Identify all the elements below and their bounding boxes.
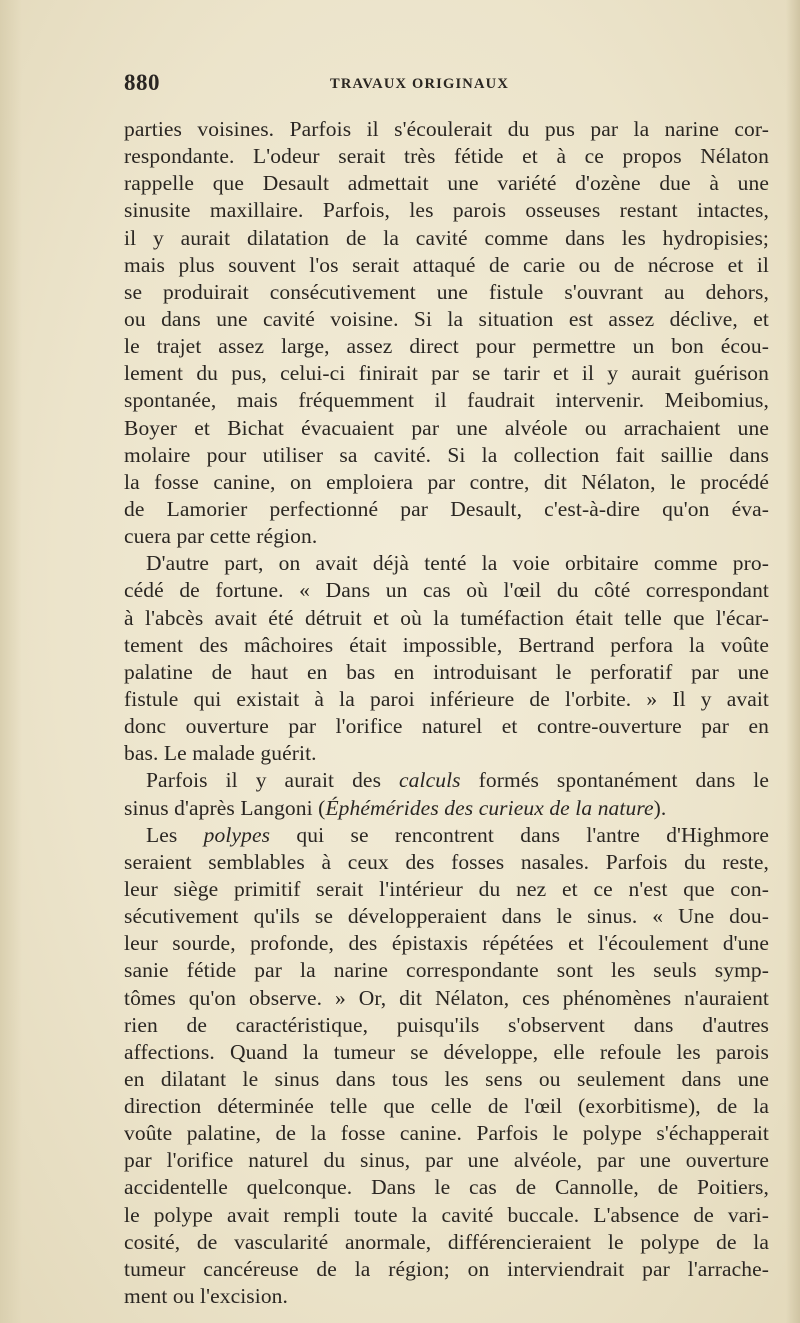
running-head: TRAVAUX ORIGINAUX xyxy=(330,76,509,92)
text-line: leur sourde, profonde, des épistaxis répétées et l'écoulement d'une xyxy=(124,931,769,956)
text-line: il y aurait dilatation de la cavité comme dans les hydropisies; xyxy=(124,225,769,250)
text-line: D'autre part, on avait déjà tenté la voie orbitaire comme pro- xyxy=(146,551,769,576)
text-line: molaire pour utiliser sa cavité. Si la collection fait saillie dans xyxy=(124,442,769,467)
text-fragment: sinus d'après Langoni ( xyxy=(124,795,326,820)
text-line: Boyer et Bichat évacuaient par une alvéole ou arrachaient une xyxy=(124,415,769,440)
text-fragment: Les xyxy=(146,822,204,847)
text-line: seraient semblables à ceux des fosses nasales. Parfois du reste, xyxy=(124,849,769,874)
text-line: à l'abcès avait été détruit et où la tuméfaction était telle que l'écar- xyxy=(124,605,769,630)
text-line: rappelle que Desault admettait une variété d'ozène due à une xyxy=(124,171,769,196)
text-line: sécutivement qu'ils se développeraient dans le sinus. « Une dou- xyxy=(124,904,769,929)
italic-term-polypes: polypes xyxy=(203,822,271,847)
text-line: la fosse canine, on emploiera par contre, dit Nélaton, le procédé xyxy=(124,469,769,494)
text-line: sanie fétide par la narine correspondante sont les seuls symp- xyxy=(124,958,769,983)
italic-title-ephemerides: Éphémérides des curieux de la nature xyxy=(325,795,654,820)
page-number: 880 xyxy=(124,70,160,95)
text-line: ment ou l'excision. xyxy=(124,1284,289,1309)
text-line: le polype avait rempli toute la cavité buccale. L'absence de vari- xyxy=(124,1202,769,1227)
text-line: tement des mâchoires était impossible, Bertrand perfora la voûte xyxy=(124,632,769,657)
text-line: accidentelle quelconque. Dans le cas de Cannolle, de Poitiers, xyxy=(124,1175,769,1200)
text-line: lement du pus, celui-ci finirait par se tarir et il y aurait guérison xyxy=(124,361,769,386)
text-line: rien de caractéristique, puisqu'ils s'observent dans d'autres xyxy=(124,1012,769,1037)
page-edge-shadow-left xyxy=(0,0,22,1323)
text-line: fistule qui existait à la paroi inférieure de l'orbite. » Il y avait xyxy=(124,686,769,711)
body-text xyxy=(124,116,769,1310)
italic-term-calculs: calculs xyxy=(399,768,461,793)
text-line: cuera par cette région. xyxy=(124,524,318,549)
text-line: ou dans une cavité voisine. Si la situation est assez déclive, et xyxy=(124,306,769,331)
text-fragment: qui se rencontrent dans l'antre d'Highmore xyxy=(270,822,769,847)
text-line: donc ouverture par l'orifice naturel et contre-ouverture par en xyxy=(124,714,769,739)
text-line: direction déterminée telle que celle de l'œil (exorbitisme), de la xyxy=(124,1094,769,1119)
text-line: se produirait consécutivement une fistule s'ouvrant au dehors, xyxy=(124,279,769,304)
page-header xyxy=(124,70,769,100)
text-line: spontanée, mais fréquemment il faudrait intervenir. Meibomius, xyxy=(124,388,769,413)
text-line: voûte palatine, de la fosse canine. Parfois le polype s'échapperait xyxy=(124,1121,769,1146)
text-line-langoni xyxy=(124,795,769,822)
text-line: affections. Quand la tumeur se développe, elle refoule les parois xyxy=(124,1039,769,1064)
text-line: palatine de haut en bas en introduisant le perforatif par une xyxy=(124,659,769,684)
text-line: tumeur cancéreuse de la région; on interviendrait par l'arrache- xyxy=(124,1256,769,1281)
text-fragment: Parfois il y aurait des xyxy=(146,768,400,793)
text-line: leur siège primitif serait l'intérieur du nez et ce n'est que con- xyxy=(124,876,769,901)
text-line: cosité, de vascularité anormale, différencieraient le polype de la xyxy=(124,1229,769,1254)
text-line: cédé de fortune. « Dans un cas où l'œil du côté correspondant xyxy=(124,578,769,603)
text-line: parties voisines. Parfois il s'écoulerait du pus par la narine cor- xyxy=(124,117,769,141)
text-line: de Lamorier perfectionné par Desault, c'est-à-dire qu'on éva- xyxy=(124,496,769,521)
text-line: tômes qu'on observe. » Or, dit Nélaton, ces phénomènes n'auraient xyxy=(124,985,769,1010)
text-line: respondante. L'odeur serait très fétide et à ce propos Nélaton xyxy=(124,144,769,169)
text-line: bas. Le malade guérit. xyxy=(124,741,317,766)
text-line-calculs xyxy=(124,767,769,794)
page-edge-shadow-right xyxy=(786,0,800,1323)
text-line: par l'orifice naturel du sinus, par une alvéole, par une ouverture xyxy=(124,1148,769,1173)
text-line: en dilatant le sinus dans tous les sens ou seulement dans une xyxy=(124,1066,769,1091)
text-line: mais plus souvent l'os serait attaqué de carie ou de nécrose et il xyxy=(124,252,769,277)
text-line-polypes xyxy=(124,822,769,849)
text-line: sinusite maxillaire. Parfois, les parois osseuses restant intactes, xyxy=(124,198,769,223)
text-line: le trajet assez large, assez direct pour permettre un bon écou- xyxy=(124,334,769,359)
text-fragment: ). xyxy=(653,795,667,820)
text-fragment: formés spontanément dans le xyxy=(460,768,770,793)
